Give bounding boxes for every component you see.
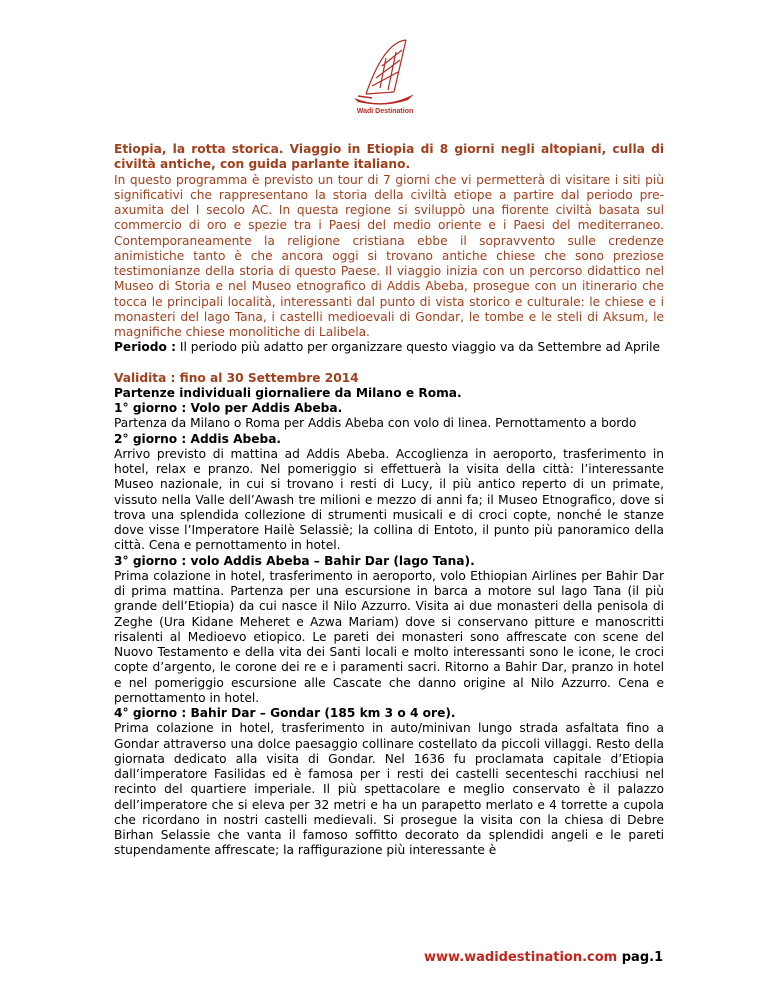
day-1-text: Partenza da Milano o Roma per Addis Abeba con volo di linea. Pernottamento a bordo — [114, 416, 637, 431]
period-label: Periodo : — [114, 340, 176, 355]
intro-body: In questo programma è previsto un tour di 7 giorni che vi permetterà di visitare i siti più significativi che rappresentano la storia della civiltà etiope a partire dal periodo pre-axumita del I secolo AC. In questa regione si sviluppò una fiorente civiltà basata sul commercio di oro e spezie tra i Paesi del medio oriente e i Paesi del mediterraneo. Contemporaneamente la religione cristiana ebbe il sopravvento sulle credenze animistiche tanto è che ancora oggi si trovano antiche chiese che sono preziose testimonianze della storia di questo Paese. Il viaggio inizia con un percorso didattico nel Museo di Storia e nel Museo etnografico di Addis Abeba, prosegue con un itinerario che tocca le principali località, interessanti dal punto di vista storico e culturale: le chiese e i monasteri del lago Tana, i castelli medioevali di Gondar, le tombe e le steli di Aksum, le magnifiche chiese monolitiche di Lalibela. — [114, 172, 664, 339]
day-2-text: Arrivo previsto di mattina ad Addis Abeba. Accoglienza in aeroporto, trasferimento in hotel, relax e pranzo. Nel pomeriggio si effettuerà la visita della città: l’interessante Museo nazionale, in cui si trovano i resti di Lucy, il più antico reperto di un primate, vissuto nella Valle dell’Awash tre milioni e mezzo di anni fa; il Museo Etnografico, dove si trova una splendida collezione di strumenti musicali e di croci copte, nonché le stanze dove visse l’Imperatore Hailè Selassiè; la collina di Entoto, il punto più panoramico della città. Cena e pernottamento in hotel. — [114, 446, 664, 553]
page-number: pag.1 — [617, 950, 664, 965]
day-3-text: Prima colazione in hotel, trasferimento in aeroporto, volo Ethiopian Airlines per Bahir Dar di prima mattina. Partenza per una escursione in barca a motore sul lago Tana (il più grande dell’Etiopia) da cui nasce il Nilo Azzurro. Visita ai due monasteri della penisola di Zeghe (Ura Kidane Meheret e Azwa Mariam) dove si conservano pitture e manoscritti risalenti al Medioevo etiopico. Le pareti dei monasteri sono affrescate con scene del Nuovo Testamento e della vita dei Santi locali e molto interessanti sono le icone, le croci copte d’argento, le corone dei re e i paramenti sacri. Ritorno a Bahir Dar, pranzo in hotel e nel pomeriggio escursione alle Cascate che danno origine al Nilo Azzurro. Cena e pernottamento in hotel. — [114, 568, 664, 705]
day-4-text: Prima colazione in hotel, trasferimento in auto/minivan lungo strada asfaltata fino a Gondar attraverso una dolce paesaggio collinare costellato da piccoli villaggi. Resto della giornata dedicato alla visita di Gondar. Nel 1636 fu proclamata capitale d’Etiopia dall’imperatore Fasilidas ed è famosa per i resti dei castelli secenteschi racchiusi nel recinto del quartiere imperiale. Il più spettacolare e meglio conservato è il palazzo dell’imperatore che si eleva per 32 metri e ha un parapetto merlato e 4 torrette a cupola che ricordano in nostri castelli medievali. Si prosegue la visita con la chiesa di Debre Birhan Selassie che vanta il famoso soffitto decorato da splendidi angeli e le pareti stupendamente affrescate; la raffigurazione più interessante è — [114, 721, 664, 858]
validity-line: Validita : fino al 30 Settembre 2014 — [114, 370, 359, 385]
intro-title: Etiopia, la rotta storica. Viaggio in Etiopia di 8 giorni negli altopiani, culla di civiltà antiche, con guida parlante italiano. — [114, 142, 664, 172]
day-3-heading: 3° giorno : volo Addis Abeba – Bahir Dar (lago Tana). — [114, 553, 475, 568]
day-2-heading: 2° giorno : Addis Abeba. — [114, 431, 282, 446]
departures-line: Partenze individuali giornaliere da Milano e Roma. — [114, 385, 462, 400]
document-body — [114, 142, 664, 859]
period-text: Il periodo più adatto per organizzare questo viaggio va da Settembre ad Aprile — [175, 340, 660, 355]
day-4-heading: 4° giorno : Bahir Dar – Gondar (185 km 3 o 4 ore). — [114, 706, 456, 720]
period-line — [114, 340, 664, 355]
day-1-heading: 1° giorno : Volo per Addis Abeba. — [114, 401, 343, 415]
logo-brand-text: Wadi Destination — [356, 108, 414, 115]
website-link[interactable]: www.wadidestination.com — [424, 950, 618, 965]
dhow-boat-icon — [336, 38, 432, 110]
page-footer — [424, 950, 663, 965]
